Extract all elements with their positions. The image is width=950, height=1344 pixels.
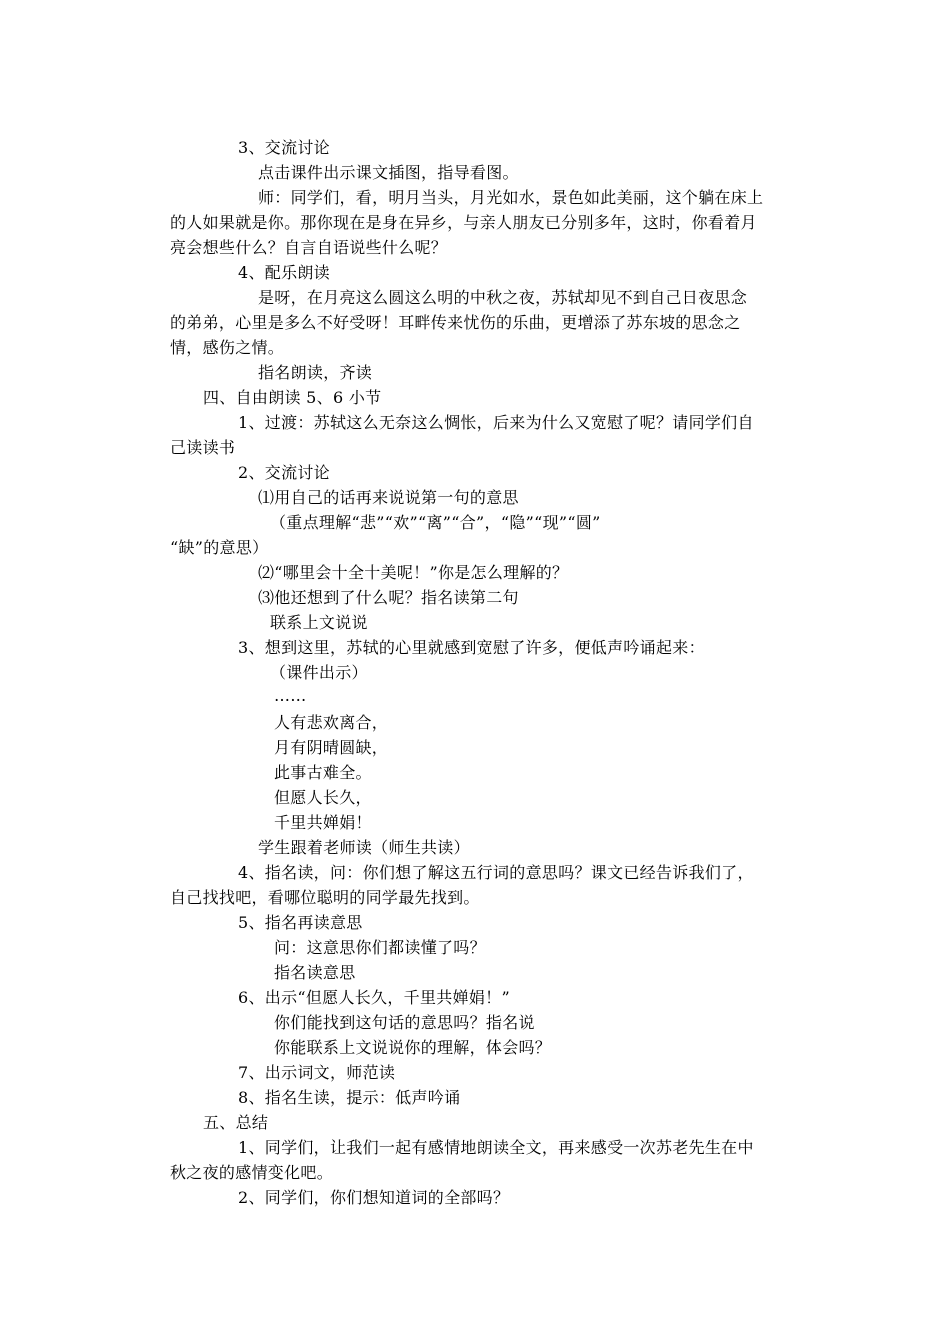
text-line: ⑴用自己的话再来说说第一句的意思 [258,488,519,507]
text-line: 联系上文说说 [270,613,368,632]
text-line: 的人如果就是你。那你现在是身在异乡，与亲人朋友已分别多年，这时，你看着月 [170,213,757,232]
text-line: “缺”的意思） [170,538,269,557]
text-line: 4、指名读，问：你们想了解这五行词的意思吗？课文已经告诉我们了， [238,863,754,882]
text-line: 2、同学们，你们想知道词的全部吗？ [238,1188,510,1207]
text-line: 己读读书 [170,438,236,457]
poem-line: 千里共婵娟！ [274,813,372,832]
text-line: 7、出示词文，师范读 [238,1063,396,1082]
text-line: 1、过渡：苏轼这么无奈这么惆怅，后来为什么又宽慰了呢？请同学们自 [238,413,754,432]
section-heading-exchange-discussion-2: 2、交流讨论 [238,463,330,482]
section-heading-summary: 五、总结 [203,1113,269,1132]
text-line: 你能联系上文说说你的理解，体会吗？ [274,1038,552,1057]
text-line: ⑶他还想到了什么呢？指名读第二句 [258,588,519,607]
text-line: 的弟弟，心里是多么不好受呀！耳畔传来忧伤的乐曲，更增添了苏东坡的思念之 [170,313,741,332]
poem-line: 月有阴晴圆缺， [274,738,389,757]
text-line: 8、指名生读，提示：低声吟诵 [238,1088,461,1107]
text-line: 指名朗读，齐读 [258,363,373,382]
text-line: 亮会想些什么？自言自语说些什么呢？ [170,238,448,257]
text-line: 点击课件出示课文插图，指导看图。 [258,163,519,182]
text-line: 是呀，在月亮这么圆这么明的中秋之夜，苏轼却见不到自己日夜思念 [258,288,748,307]
text-line: 1、同学们，让我们一起有感情地朗读全文，再来感受一次苏老先生在中 [238,1138,754,1157]
text-line: 你们能找到这句话的意思吗？指名说 [274,1013,535,1032]
text-line: 情，感伤之情。 [170,338,285,357]
text-line: 秋之夜的感情变化吧。 [170,1163,334,1182]
text-line: 师：同学们，看，明月当头，月光如水，景色如此美丽，这个躺在床上 [258,188,764,207]
text-line: 指名读意思 [274,963,356,982]
text-line: 问：这意思你们都读懂了吗？ [274,938,486,957]
text-line: 自己找找吧，看哪位聪明的同学最先找到。 [170,888,480,907]
text-line: 学生跟着老师读（师生共读） [258,838,470,857]
text-line: 3、想到这里，苏轼的心里就感到宽慰了许多，便低声吟诵起来： [238,638,705,657]
poem-line: 人有悲欢离合， [274,713,389,732]
poem-line: 此事古难全。 [274,763,372,782]
text-line: ⑵“哪里会十全十美呢！”你是怎么理解的？ [258,563,569,582]
text-line: （课件出示） [270,663,368,682]
text-line: （重点理解“悲”“欢”“离”“合”，“隐”“现”“圆” [270,513,601,532]
section-heading-exchange-discussion: 3、交流讨论 [238,138,330,157]
section-heading-free-reading: 四、自由朗读 5、6 小节 [203,388,382,407]
text-line: 5、指名再读意思 [238,913,363,932]
poem-ellipsis: …… [274,686,307,705]
section-heading-music-reading: 4、配乐朗读 [238,263,330,282]
poem-line: 但愿人长久， [274,788,372,807]
text-line: 6、出示“但愿人长久，千里共婵娟！” [238,988,510,1007]
